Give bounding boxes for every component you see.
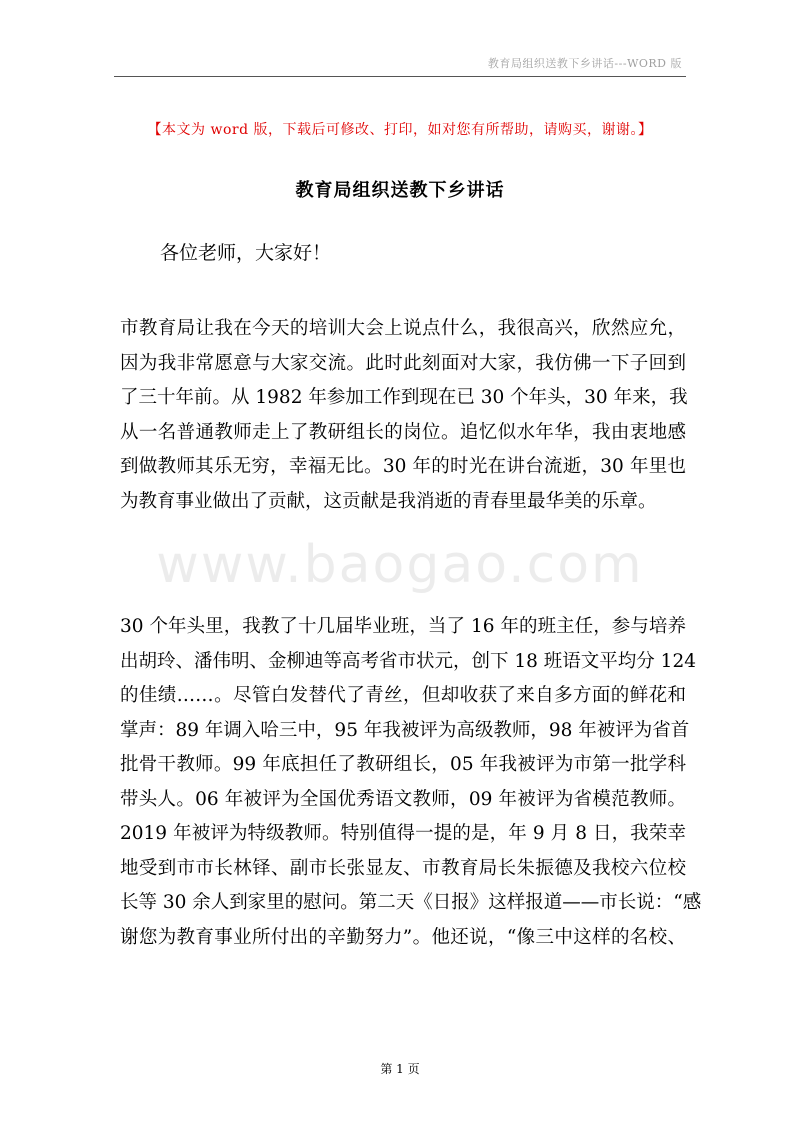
paragraph-line: 为教育事业做出了贡献，这贡献是我消逝的青春里最华美的乐章。 [120, 490, 657, 512]
paragraph-line: 2019 年被评为特级教师。特别值得一提的是，年 9 月 8 日，我荣幸 [120, 823, 686, 844]
paragraph-line: 30 个年头里，我教了十几届毕业班，当了 16 年的班主任，参与培养 [120, 616, 686, 637]
paragraph-line: 的佳绩……。尽管白发替代了青丝，但却收获了来自多方面的鲜花和 [120, 685, 686, 706]
paragraph-line: 谢您为教育事业所付出的辛勤努力”。他还说，“像三中这样的名校、 [120, 926, 686, 948]
paragraph-line: 批骨干教师。99 年底担任了教研组长，05 年我被评为市第一批学科 [120, 754, 686, 775]
paragraph-1 [120, 312, 686, 519]
paragraph-line: 到做教师其乐无穷，幸福无比。30 年的时光在讲台流逝，30 年里也 [120, 456, 686, 477]
paragraph-line: 市教育局让我在今天的培训大会上说点什么，我很高兴，欣然应允， [120, 318, 686, 339]
paragraph-line: 长等 30 余人到家里的慰问。第二天《日报》这样报道——市长说：“感 [120, 892, 702, 913]
document-title: 教育局组织送教下乡讲话 [295, 180, 505, 201]
header-divider [114, 76, 686, 77]
running-header: 教育局组织送教下乡讲话---WORD 版 [487, 57, 682, 70]
paragraph-line: 因为我非常愿意与大家交流。此时此刻面对大家，我仿佛一下子回到 [120, 352, 686, 374]
paragraph-line: 地受到市市长林铎、副市长张显友、市教育局长朱振德及我校六位校 [120, 857, 686, 879]
page-number: 第 1 页 [380, 1062, 420, 1076]
watermark: www.baogao.com [156, 535, 644, 595]
paragraph-line: 掌声：89 年调入哈三中，95 年我被评为高级教师，98 年被评为省首 [120, 719, 690, 741]
greeting-line: 各位老师，大家好！ [160, 242, 332, 264]
paragraph-2 [120, 610, 702, 955]
paragraph-line: 从一名普通教师走上了教研组长的岗位。追忆似水年华，我由衷地感 [120, 421, 686, 443]
purchase-notice: 【本文为 word 版，下载后可修改、打印，如对您有所帮助，请购买，谢谢。】 [147, 122, 653, 138]
paragraph-line: 带头人。06 年被评为全国优秀语文教师，09 年被评为省模范教师。 [120, 788, 686, 810]
paragraph-line: 了三十年前。从 1982 年参加工作到现在已 30 个年头，30 年来，我 [120, 387, 688, 408]
paragraph-line: 出胡玲、潘伟明、金柳迪等高考省市状元，创下 18 班语文平均分 124 [120, 650, 696, 672]
